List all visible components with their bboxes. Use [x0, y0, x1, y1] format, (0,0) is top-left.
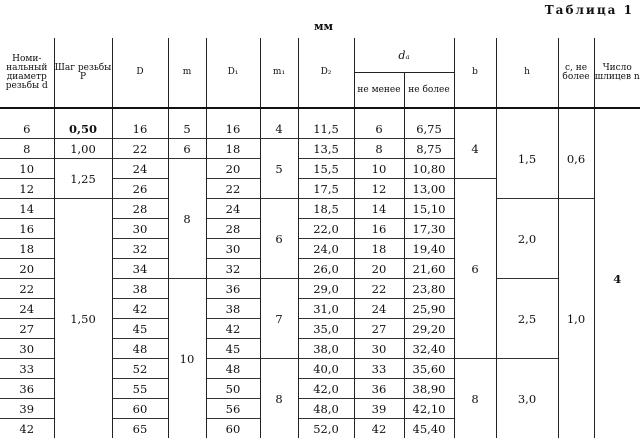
cell-p: 1,50 [54, 199, 112, 439]
cell-m1: 7 [260, 279, 298, 359]
cell-D: 32 [112, 239, 168, 259]
cell-da-max: 10,80 [404, 159, 454, 179]
cell-D1: 42 [206, 319, 260, 339]
cell-da-max: 32,40 [404, 339, 454, 359]
cell-D1: 56 [206, 399, 260, 419]
cell-D: 45 [112, 319, 168, 339]
header-b: b [454, 38, 496, 108]
cell-d: 36 [0, 379, 54, 399]
cell-da-min: 6 [354, 119, 404, 139]
cell-p: 0,50 [54, 119, 112, 139]
cell-D1: 45 [206, 339, 260, 359]
cell-da-min: 14 [354, 199, 404, 219]
cell-da-min: 20 [354, 259, 404, 279]
cell-d: 16 [0, 219, 54, 239]
cell-D2: 22,0 [298, 219, 354, 239]
cell-d: 42 [0, 419, 54, 439]
cell-da-min: 27 [354, 319, 404, 339]
cell-D1: 18 [206, 139, 260, 159]
cell-c: 0,6 [558, 119, 594, 199]
cell-p: 1,25 [54, 159, 112, 199]
table-title: Таблица 1 [544, 3, 634, 17]
header-da-max: не более [404, 73, 454, 109]
cell-D2: 24,0 [298, 239, 354, 259]
cell-D: 34 [112, 259, 168, 279]
cell-D: 55 [112, 379, 168, 399]
cell-m: 6 [168, 139, 206, 159]
header-m1: m₁ [260, 38, 298, 108]
cell-D1: 48 [206, 359, 260, 379]
cell-D: 65 [112, 419, 168, 439]
cell-b: 6 [454, 179, 496, 359]
cell-D2: 40,0 [298, 359, 354, 379]
cell-da-max: 13,00 [404, 179, 454, 199]
cell-D: 60 [112, 399, 168, 419]
header-p: Шаг резьбы P [54, 38, 112, 108]
header-d: Номи-нальный диаметр резьбы d [0, 38, 54, 108]
cell-h: 2,0 [496, 199, 558, 279]
cell-d: 14 [0, 199, 54, 219]
cell-da-max: 17,30 [404, 219, 454, 239]
table-body [0, 108, 640, 438]
cell-D2: 38,0 [298, 339, 354, 359]
cell-da-min: 8 [354, 139, 404, 159]
cell-D1: 50 [206, 379, 260, 399]
cell-D2: 11,5 [298, 119, 354, 139]
cell-D1: 38 [206, 299, 260, 319]
cell-da-max: 25,90 [404, 299, 454, 319]
cell-D2: 15,5 [298, 159, 354, 179]
cell-h: 3,0 [496, 359, 558, 439]
cell-d: 10 [0, 159, 54, 179]
cell-d: 20 [0, 259, 54, 279]
cell-m1: 4 [260, 119, 298, 139]
cell-D2: 29,0 [298, 279, 354, 299]
cell-D1: 20 [206, 159, 260, 179]
cell-D2: 18,5 [298, 199, 354, 219]
cell-n: 4 [594, 119, 640, 438]
cell-c: 1,0 [558, 199, 594, 439]
thread-table [0, 38, 640, 438]
cell-D1: 16 [206, 119, 260, 139]
cell-D2: 26,0 [298, 259, 354, 279]
cell-d: 22 [0, 279, 54, 299]
cell-da-min: 12 [354, 179, 404, 199]
cell-d: 6 [0, 119, 54, 139]
cell-da-max: 42,10 [404, 399, 454, 419]
cell-da-max: 8,75 [404, 139, 454, 159]
cell-D2: 42,0 [298, 379, 354, 399]
cell-D: 24 [112, 159, 168, 179]
cell-da-min: 24 [354, 299, 404, 319]
header-n: Число шлицев n [594, 38, 640, 108]
cell-m: 10 [168, 279, 206, 439]
cell-D2: 13,5 [298, 139, 354, 159]
cell-D2: 17,5 [298, 179, 354, 199]
cell-da-max: 38,90 [404, 379, 454, 399]
cell-D2: 48,0 [298, 399, 354, 419]
cell-d: 12 [0, 179, 54, 199]
header-h: h [496, 38, 558, 108]
cell-D: 22 [112, 139, 168, 159]
cell-da-max: 23,80 [404, 279, 454, 299]
cell-da-max: 29,20 [404, 319, 454, 339]
cell-m: 5 [168, 119, 206, 139]
cell-D: 30 [112, 219, 168, 239]
cell-da-max: 21,60 [404, 259, 454, 279]
cell-m: 8 [168, 159, 206, 279]
cell-da-min: 42 [354, 419, 404, 439]
cell-m1: 6 [260, 199, 298, 279]
cell-D: 42 [112, 299, 168, 319]
header-c: c, не более [558, 38, 594, 108]
cell-m1: 8 [260, 359, 298, 439]
header-da-min: не менее [354, 73, 404, 109]
cell-da-min: 33 [354, 359, 404, 379]
cell-b: 8 [454, 359, 496, 439]
cell-p: 1,00 [54, 139, 112, 159]
cell-d: 30 [0, 339, 54, 359]
header-da: dₐ [354, 38, 454, 73]
header-D: D [112, 38, 168, 108]
cell-d: 39 [0, 399, 54, 419]
cell-da-min: 22 [354, 279, 404, 299]
cell-D1: 28 [206, 219, 260, 239]
cell-da-min: 18 [354, 239, 404, 259]
cell-D: 38 [112, 279, 168, 299]
cell-da-min: 36 [354, 379, 404, 399]
cell-d: 33 [0, 359, 54, 379]
cell-D: 16 [112, 119, 168, 139]
cell-da-max: 45,40 [404, 419, 454, 439]
cell-h: 2,5 [496, 279, 558, 359]
cell-D1: 36 [206, 279, 260, 299]
cell-da-max: 15,10 [404, 199, 454, 219]
cell-h: 1,5 [496, 119, 558, 199]
cell-D1: 24 [206, 199, 260, 219]
cell-da-max: 19,40 [404, 239, 454, 259]
cell-D1: 22 [206, 179, 260, 199]
cell-D1: 30 [206, 239, 260, 259]
cell-da-min: 10 [354, 159, 404, 179]
cell-m1: 5 [260, 139, 298, 199]
cell-da-max: 35,60 [404, 359, 454, 379]
cell-D: 26 [112, 179, 168, 199]
header-D1: D₁ [206, 38, 260, 108]
cell-d: 8 [0, 139, 54, 159]
cell-da-min: 30 [354, 339, 404, 359]
cell-D2: 31,0 [298, 299, 354, 319]
cell-D2: 35,0 [298, 319, 354, 339]
cell-D1: 32 [206, 259, 260, 279]
cell-da-min: 39 [354, 399, 404, 419]
units-label: мм [314, 20, 334, 33]
header-D2: D₂ [298, 38, 354, 108]
cell-D: 28 [112, 199, 168, 219]
cell-b: 4 [454, 119, 496, 179]
cell-d: 24 [0, 299, 54, 319]
cell-d: 18 [0, 239, 54, 259]
header-m: m [168, 38, 206, 108]
cell-D2: 52,0 [298, 419, 354, 439]
cell-D: 52 [112, 359, 168, 379]
cell-da-min: 16 [354, 219, 404, 239]
cell-D1: 60 [206, 419, 260, 439]
cell-da-max: 6,75 [404, 119, 454, 139]
cell-d: 27 [0, 319, 54, 339]
cell-D: 48 [112, 339, 168, 359]
